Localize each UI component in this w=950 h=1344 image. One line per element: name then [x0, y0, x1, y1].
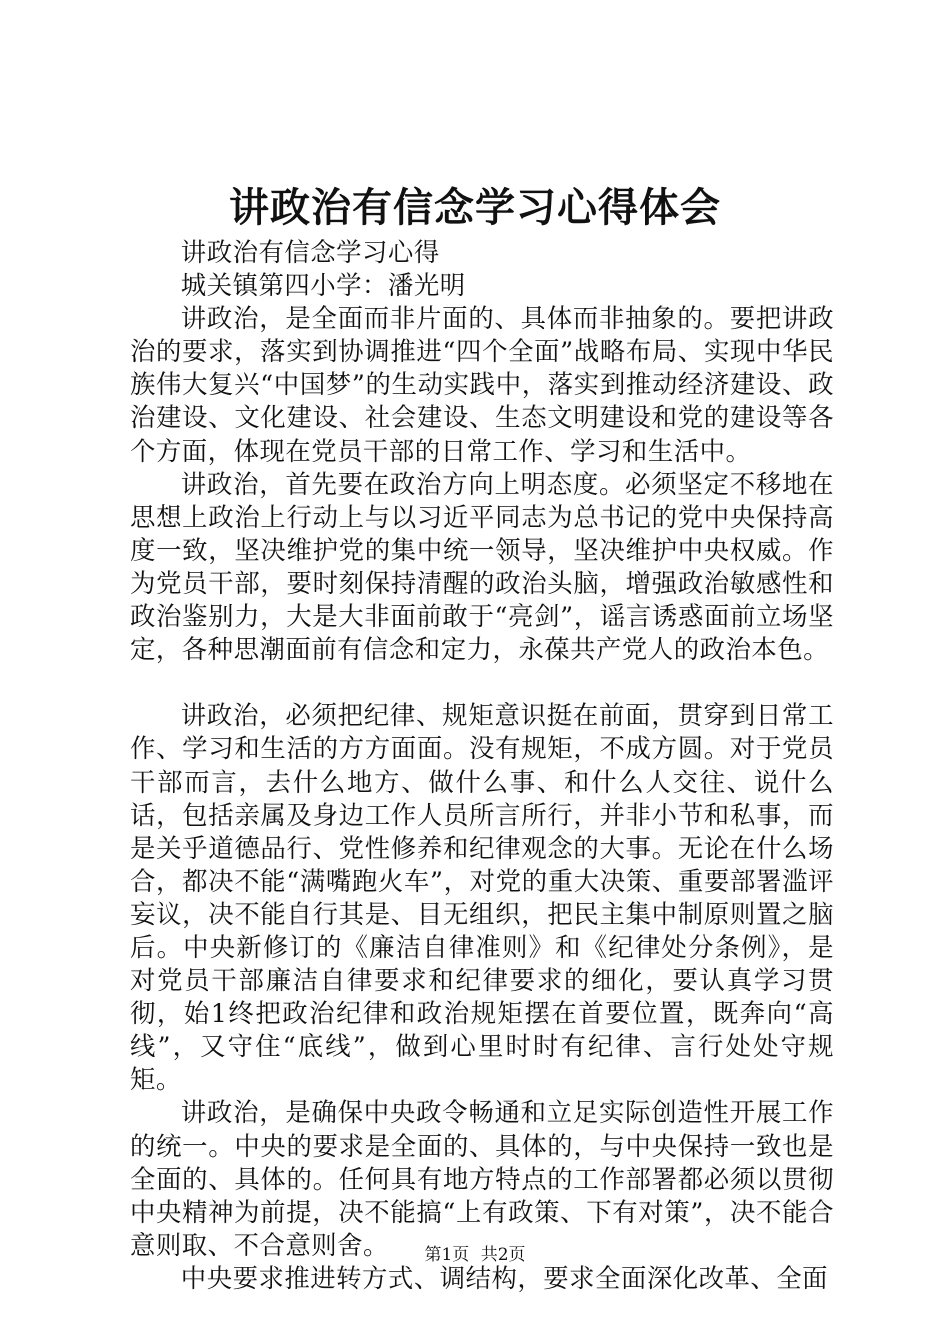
body-paragraph: 讲政治，必须把纪律、规矩意识挺在前面，贯穿到日常工作、学习和生活的方方面面。没有规矩，不成方圆。对于党员干部而言，去什么地方、做什么事、和什么人交往、说什么话，包括亲属及身边工作人员所言所行，并非小节和私事，而是关乎道德品行、党性修养和纪律观念的大事。无论在什么场合，都决不能“满嘴跑火车”，对党的重大决策、重要部署滥评妄议，决不能自行其是、目无组织，把民主集中制原则置之脑后。中央新修订的《廉洁自律准则》和《纪律处分条例》，是对党员干部廉洁自律要求和纪律要求的细化，要认真学习贯彻，始1终把政治纪律和政治规矩摆在首要位置，既奔向“高线”，又守住“底线”，做到心里时时有纪律、言行处处守规矩。 [130, 700, 834, 1095]
author-line: 城关镇第四小学：潘光明 [180, 270, 466, 301]
blank-line [130, 666, 834, 699]
body-paragraph: 讲政治，是全面而非片面的、具体而非抽象的。要把讲政治的要求，落实到协调推进“四个全面”战略布局、实现中华民族伟大复兴“中国梦”的生动实践中，落实到推动经济建设、政治建设、文化建设、社会建设、生态文明建设和党的建设等各个方面，体现在党员干部的日常工作、学习和生活中。 [130, 303, 834, 466]
page-total: 共2页 [480, 1245, 526, 1265]
body-paragraph: 中央要求推进转方式、调结构，要求全面深化改革、全面 [180, 1262, 829, 1293]
body-paragraph: 讲政治，首先要在政治方向上明态度。必须坚定不移地在思想上政治上行动上与以习近平同志为总书记的党中央保持高度一致，坚决维护党的集中统一领导，坚决维护中央权威。作为党员干部，要时刻保持清醒的政治头脑，增强政治敏感性和政治鉴别力，大是大非面前敢于“亮剑”，谣言诱惑面前立场坚定，各种思潮面前有信念和定力，永葆共产党人的政治本色。 [130, 468, 834, 665]
page-number: 第1页 [424, 1245, 470, 1265]
body-paragraph: 讲政治，是确保中央政令畅通和立足实际创造性开展工作的统一。中央的要求是全面的、具体的，与中央保持一致也是全面的、具体的。任何具有地方特点的工作部署都必须以贯彻中央精神为前提，决不能搞“上有政策、下有对策”，决不能合意则取、不合意则舍。 [130, 1097, 834, 1260]
page-footer [0, 1243, 950, 1267]
subtitle: 讲政治有信念学习心得 [180, 237, 440, 267]
document-body [130, 236, 834, 1295]
document-title: 讲政治有信念学习心得体会 [229, 184, 721, 231]
